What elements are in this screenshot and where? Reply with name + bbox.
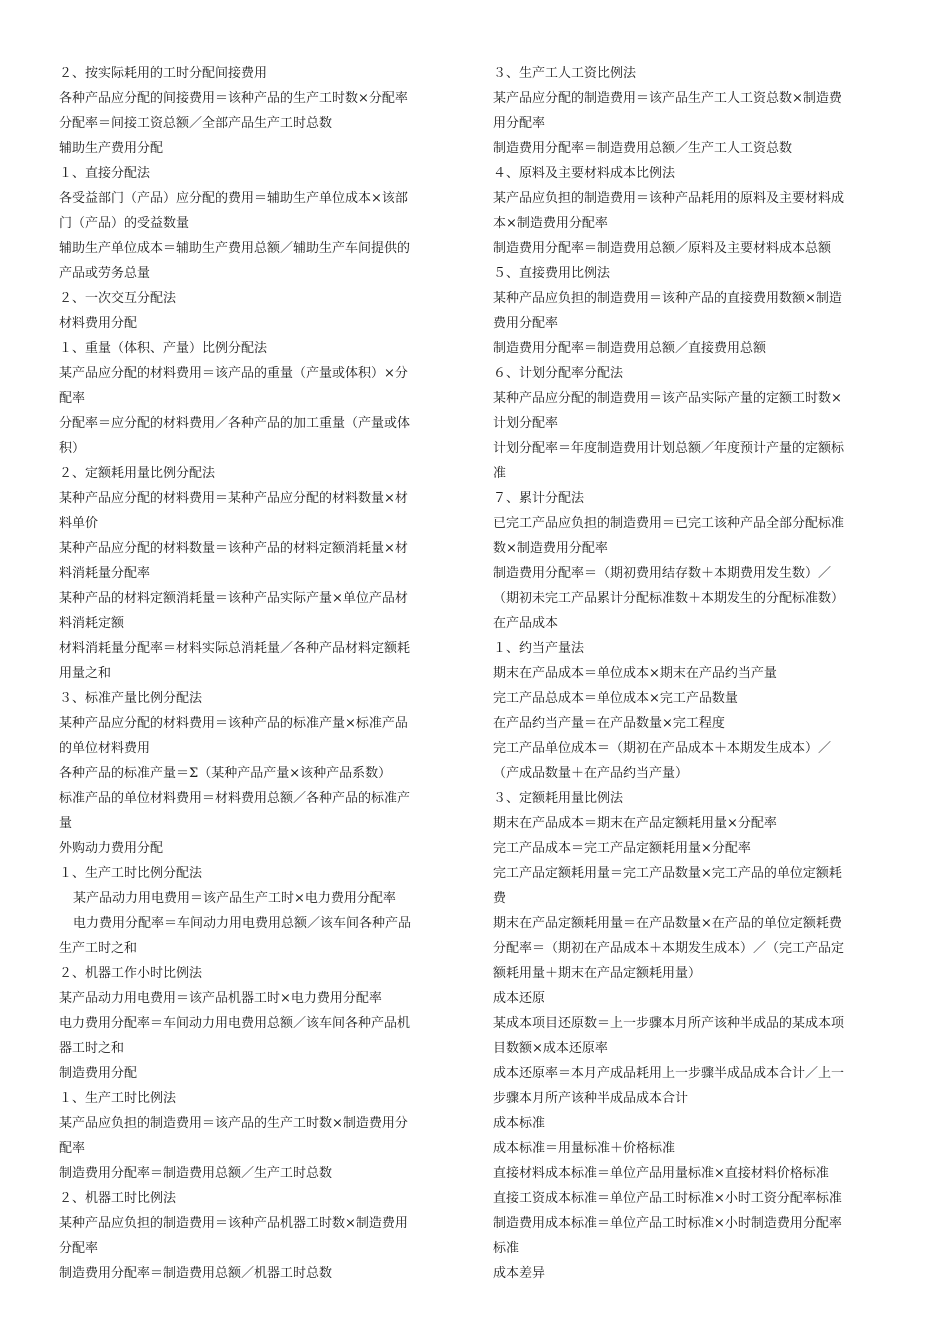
text-line: ２、定额耗用量比例分配法 bbox=[59, 466, 216, 481]
text-line: 某产品动力用电费用＝该产品生产工时×电力费用分配率 bbox=[73, 891, 396, 906]
text-line: 某产品应负担的制造费用＝该种产品耗用的原料及主要材料成 bbox=[493, 191, 845, 206]
text-line: 额耗用量＋期末在产品定额耗用量） bbox=[493, 966, 702, 981]
text-line: 期末在产品成本＝期末在产品定额耗用量×分配率 bbox=[493, 816, 777, 831]
text-line: 成本标准 bbox=[493, 1116, 546, 1131]
text-line: 成本差异 bbox=[493, 1266, 546, 1281]
text-line: 已完工产品应负担的制造费用＝已完工该种产品全部分配标准 bbox=[493, 516, 845, 531]
text-line: 直接材料成本标准＝单位产品用量标准×直接材料价格标准 bbox=[493, 1166, 829, 1181]
text-line: １、生产工时比例法 bbox=[59, 1091, 177, 1106]
right-column bbox=[493, 61, 893, 1286]
text-line: 标准产品的单位材料费用＝材料费用总额／各种产品的标准产 bbox=[59, 791, 411, 806]
text-line: 某种产品应分配的材料费用＝该种产品的标准产量×标准产品 bbox=[59, 716, 408, 731]
text-line: 的单位材料费用 bbox=[59, 741, 151, 756]
text-line: 制造费用分配率＝制造费用总额／直接费用总额 bbox=[493, 341, 767, 356]
text-line: 某种产品应分配的制造费用＝该产品实际产量的定额工时数× bbox=[493, 391, 842, 406]
text-line: 制造费用分配率＝制造费用总额／机器工时总数 bbox=[59, 1266, 333, 1281]
text-line: 电力费用分配率＝车间动力用电费用总额／该车间各种产品机 bbox=[59, 1016, 411, 1031]
text-line: １、约当产量法 bbox=[493, 641, 585, 656]
text-line: 某种产品应负担的制造费用＝该种产品机器工时数×制造费用 bbox=[59, 1216, 408, 1231]
text-line: ２、机器工作小时比例法 bbox=[59, 966, 203, 981]
text-line: 目数额×成本还原率 bbox=[493, 1041, 608, 1056]
text-line: 材料费用分配 bbox=[59, 316, 138, 331]
text-line: （期初未完工产品累计分配标准数＋本期发生的分配标准数） bbox=[493, 591, 845, 606]
text-line: ２、机器工时比例法 bbox=[59, 1191, 177, 1206]
text-line: 成本标准＝用量标准＋价格标准 bbox=[493, 1141, 676, 1156]
text-line: 外购动力费用分配 bbox=[59, 841, 164, 856]
text-line: 完工产品总成本＝单位成本×完工产品数量 bbox=[493, 691, 738, 706]
text-line: 料单价 bbox=[59, 516, 99, 531]
text-line: 某产品应分配的材料费用＝该产品的重量（产量或体积）×分 bbox=[59, 366, 408, 381]
text-line: ６、计划分配率分配法 bbox=[493, 366, 624, 381]
left-column bbox=[59, 61, 459, 1286]
text-line: 分配率＝应分配的材料费用／各种产品的加工重量（产量或体 bbox=[59, 416, 411, 431]
text-line: 配率 bbox=[59, 1141, 86, 1156]
text-line: 辅助生产单位成本＝辅助生产费用总额／辅助生产车间提供的 bbox=[59, 241, 411, 256]
text-line: 某种产品应分配的材料数量＝该种产品的材料定额消耗量×材 bbox=[59, 541, 408, 556]
text-line: ７、累计分配法 bbox=[493, 491, 585, 506]
text-line: 在产品成本 bbox=[493, 616, 559, 631]
text-line: 制造费用分配率＝制造费用总额／生产工人工资总数 bbox=[493, 141, 793, 156]
text-line: 数×制造费用分配率 bbox=[493, 541, 608, 556]
text-line: 料消耗定额 bbox=[59, 616, 125, 631]
text-line: 分配率＝间接工资总额／全部产品生产工时总数 bbox=[59, 116, 333, 131]
text-line: 成本还原率＝本月产成品耗用上一步骤半成品成本合计／上一 bbox=[493, 1066, 845, 1081]
text-line: ２、按实际耗用的工时分配间接费用 bbox=[59, 66, 268, 81]
text-line: 完工产品定额耗用量＝完工产品数量×完工产品的单位定额耗 bbox=[493, 866, 842, 881]
text-line: 电力费用分配率＝车间动力用电费用总额／该车间各种产品 bbox=[73, 916, 412, 931]
text-line: （产成品数量＋在产品约当产量） bbox=[493, 766, 689, 781]
text-line: 制造费用分配率＝制造费用总额／原料及主要材料成本总额 bbox=[493, 241, 832, 256]
text-line: 直接工资成本标准＝单位产品工时标准×小时工资分配率标准 bbox=[493, 1191, 842, 1206]
text-line: ３、标准产量比例分配法 bbox=[59, 691, 203, 706]
text-line: 本×制造费用分配率 bbox=[493, 216, 608, 231]
text-line: 在产品约当产量＝在产品数量×完工程度 bbox=[493, 716, 725, 731]
text-line: 产品或劳务总量 bbox=[59, 266, 151, 281]
text-line: 某种产品的材料定额消耗量＝该种产品实际产量×单位产品材 bbox=[59, 591, 408, 606]
text-line: 器工时之和 bbox=[59, 1041, 125, 1056]
text-line: 材料消耗量分配率＝材料实际总消耗量／各种产品材料定额耗 bbox=[59, 641, 411, 656]
text-line: 某种产品应分配的材料费用＝某种产品应分配的材料数量×材 bbox=[59, 491, 408, 506]
text-line: ３、生产工人工资比例法 bbox=[493, 66, 637, 81]
text-line: 制造费用成本标准＝单位产品工时标准×小时制造费用分配率 bbox=[493, 1216, 842, 1231]
text-line: 制造费用分配率＝制造费用总额／生产工时总数 bbox=[59, 1166, 333, 1181]
text-line: 某产品应分配的制造费用＝该产品生产工人工资总数×制造费 bbox=[493, 91, 842, 106]
text-line: 积） bbox=[59, 441, 86, 456]
text-line: ３、定额耗用量比例法 bbox=[493, 791, 624, 806]
text-line: 各种产品的标准产量＝Σ（某种产品产量×该种产品系数） bbox=[59, 766, 392, 781]
text-line: 标准 bbox=[493, 1241, 520, 1256]
text-line: 某种产品应负担的制造费用＝该种产品的直接费用数额×制造 bbox=[493, 291, 842, 306]
text-line: 料消耗量分配率 bbox=[59, 566, 151, 581]
text-line: 计划分配率＝年度制造费用计划总额／年度预计产量的定额标 bbox=[493, 441, 845, 456]
text-line: 量 bbox=[59, 816, 73, 831]
text-line: 生产工时之和 bbox=[59, 941, 138, 956]
text-line: ２、一次交互分配法 bbox=[59, 291, 177, 306]
text-line: 某产品动力用电费用＝该产品机器工时×电力费用分配率 bbox=[59, 991, 382, 1006]
text-line: 分配率＝（期初在产品成本＋本期发生成本）／（完工产品定 bbox=[493, 941, 845, 956]
text-line: 门（产品）的受益数量 bbox=[59, 216, 190, 231]
text-line: 准 bbox=[493, 466, 507, 481]
text-line: 费用分配率 bbox=[493, 316, 559, 331]
text-line: ５、直接费用比例法 bbox=[493, 266, 611, 281]
text-line: 步骤本月所产该种半成品成本合计 bbox=[493, 1091, 689, 1106]
text-line: １、生产工时比例分配法 bbox=[59, 866, 203, 881]
text-line: 用分配率 bbox=[493, 116, 546, 131]
text-line: 各种产品应分配的间接费用＝该种产品的生产工时数×分配率 bbox=[59, 91, 408, 106]
text-line: 某成本项目还原数＝上一步骤本月所产该种半成品的某成本项 bbox=[493, 1016, 845, 1031]
text-line: １、重量（体积、产量）比例分配法 bbox=[59, 341, 268, 356]
text-line: 费 bbox=[493, 891, 507, 906]
text-line: 辅助生产费用分配 bbox=[59, 141, 164, 156]
text-line: 制造费用分配率＝（期初费用结存数＋本期费用发生数）／ bbox=[493, 566, 832, 581]
text-line: ４、原料及主要材料成本比例法 bbox=[493, 166, 676, 181]
text-line: １、直接分配法 bbox=[59, 166, 151, 181]
text-line: 分配率 bbox=[59, 1241, 99, 1256]
text-line: 计划分配率 bbox=[493, 416, 559, 431]
text-line: 某产品应负担的制造费用＝该产品的生产工时数×制造费用分 bbox=[59, 1116, 408, 1131]
text-line: 各受益部门（产品）应分配的费用＝辅助生产单位成本×该部 bbox=[59, 191, 408, 206]
text-line: 完工产品单位成本＝（期初在产品成本＋本期发生成本）／ bbox=[493, 741, 832, 756]
text-line: 配率 bbox=[59, 391, 86, 406]
text-line: 期末在产品定额耗用量＝在产品数量×在产品的单位定额耗费 bbox=[493, 916, 842, 931]
text-line: 制造费用分配 bbox=[59, 1066, 138, 1081]
text-line: 用量之和 bbox=[59, 666, 112, 681]
text-line: 成本还原 bbox=[493, 991, 546, 1006]
text-line: 期末在产品成本＝单位成本×期末在产品约当产量 bbox=[493, 666, 777, 681]
text-line: 完工产品成本＝完工产品定额耗用量×分配率 bbox=[493, 841, 751, 856]
